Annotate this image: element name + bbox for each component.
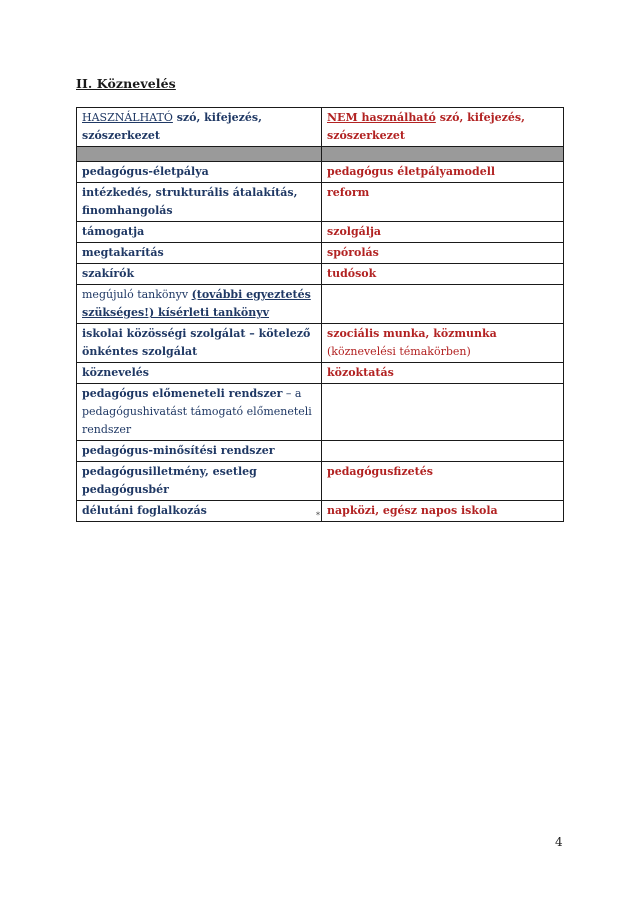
section-heading: II. Köznevelés bbox=[76, 76, 176, 91]
usable-cell: iskolai közösségi szolgálat – kötelező önkéntes szolgálat bbox=[77, 324, 322, 363]
footnote-marker: * bbox=[316, 511, 320, 520]
table-header-row bbox=[77, 108, 564, 147]
page-number: 4 bbox=[555, 835, 563, 849]
table-row bbox=[77, 264, 564, 285]
usable-cell bbox=[77, 285, 322, 324]
forbidden-text: szociális munka, közmunka bbox=[327, 327, 497, 340]
table-row bbox=[77, 363, 564, 384]
forbidden-cell bbox=[322, 441, 564, 462]
forbidden-note: (köznevelési témakörben) bbox=[327, 345, 471, 358]
usable-cell: támogatja bbox=[77, 222, 322, 243]
forbidden-cell: tudósok bbox=[322, 264, 564, 285]
forbidden-cell: pedagógusfizetés bbox=[322, 462, 564, 501]
separator-row bbox=[77, 147, 564, 162]
separator-cell bbox=[77, 147, 322, 162]
forbidden-cell: napközi, egész napos iskola bbox=[322, 501, 564, 522]
table-row bbox=[77, 243, 564, 264]
table-row bbox=[77, 162, 564, 183]
table-row bbox=[77, 183, 564, 222]
usable-plain-text: megújuló tankönyv bbox=[82, 288, 192, 301]
forbidden-cell: reform bbox=[322, 183, 564, 222]
forbidden-cell: szolgálja bbox=[322, 222, 564, 243]
usable-cell: pedagógus-életpálya bbox=[77, 162, 322, 183]
terminology-table bbox=[76, 107, 564, 522]
forbidden-header-rest: szó, kifejezés, szószerkezet bbox=[327, 111, 525, 142]
usable-plain-text: – a pedagógushivatást támogató előmeneteli rendszer bbox=[82, 387, 312, 436]
usable-cell bbox=[77, 384, 322, 441]
usable-cell: intézkedés, strukturális átalakítás, finomhangolás bbox=[77, 183, 322, 222]
forbidden-cell bbox=[322, 324, 564, 363]
table-row bbox=[77, 462, 564, 501]
usable-cell: megtakarítás bbox=[77, 243, 322, 264]
forbidden-cell: pedagógus életpályamodell bbox=[322, 162, 564, 183]
usable-underlined-text: (további egyeztetés szükséges!) kísérleti tankönyv bbox=[82, 288, 311, 319]
forbidden-cell bbox=[322, 384, 564, 441]
forbidden-keyword: NEM használható bbox=[327, 111, 436, 124]
table-row bbox=[77, 324, 564, 363]
table-row bbox=[77, 285, 564, 324]
header-usable bbox=[77, 108, 322, 147]
table-row bbox=[77, 222, 564, 243]
separator-cell bbox=[322, 147, 564, 162]
usable-bold-text: pedagógus előmeneteli rendszer bbox=[82, 387, 283, 400]
forbidden-cell: közoktatás bbox=[322, 363, 564, 384]
header-forbidden bbox=[322, 108, 564, 147]
table-row bbox=[77, 441, 564, 462]
table-row bbox=[77, 384, 564, 441]
table-row bbox=[77, 501, 564, 522]
usable-cell: délutáni foglalkozás bbox=[77, 501, 322, 522]
forbidden-cell bbox=[322, 285, 564, 324]
usable-keyword: HASZNÁLHATÓ bbox=[82, 111, 173, 124]
usable-cell: pedagógusilletmény, esetleg pedagógusbér bbox=[77, 462, 322, 501]
usable-cell: szakírók bbox=[77, 264, 322, 285]
usable-cell: köznevelés bbox=[77, 363, 322, 384]
forbidden-cell: spórolás bbox=[322, 243, 564, 264]
usable-header-rest: szó, kifejezés, szószerkezet bbox=[82, 111, 262, 142]
usable-cell: pedagógus-minősítési rendszer bbox=[77, 441, 322, 462]
